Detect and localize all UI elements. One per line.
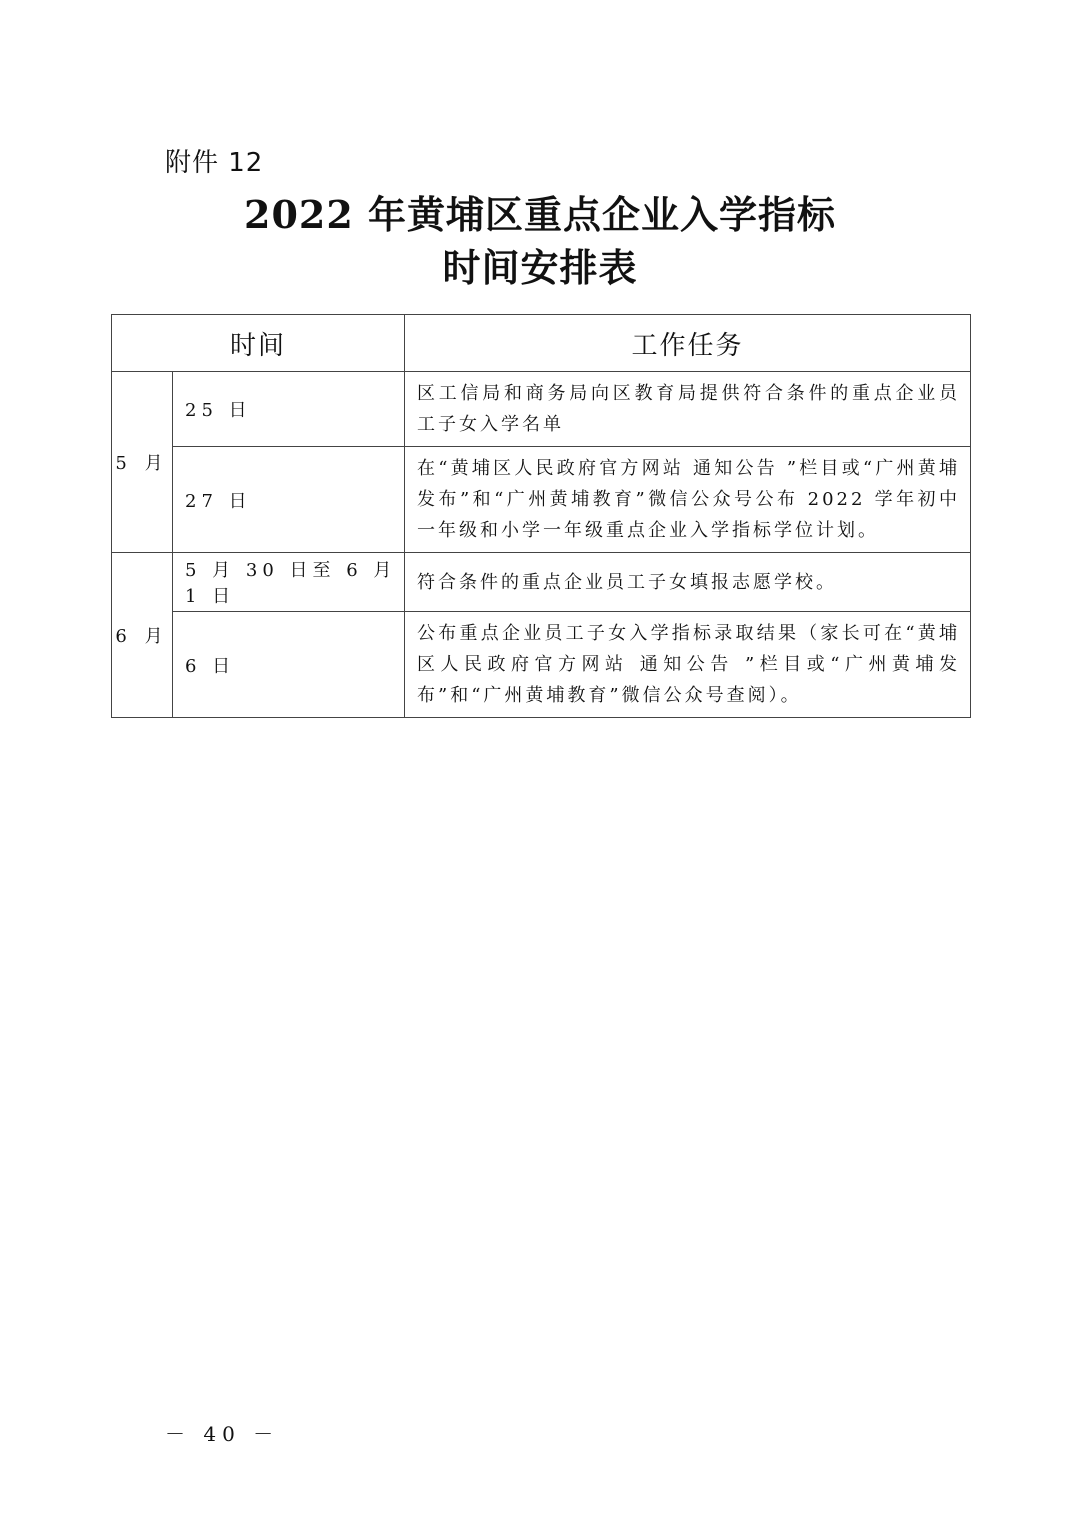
day-cell: 6 日 <box>173 612 405 718</box>
page-number: － 40 － <box>165 1422 280 1446</box>
schedule-table <box>111 314 971 718</box>
day-cell: 27 日 <box>173 447 405 553</box>
header-time: 时间 <box>112 315 405 372</box>
month-cell: 6 月 <box>112 553 173 718</box>
task-cell: 在“黄埔区人民政府官方网站 通知公告 ”栏目或“广州黄埔发布”和“广州黄埔教育”微信公众号公布 2022 学年初中一年级和小学一年级重点企业入学指标学位计划。 <box>405 447 971 553</box>
table-row <box>112 372 971 447</box>
header-task: 工作任务 <box>405 315 971 372</box>
document-title-line-2: 时间安排表 <box>442 245 638 290</box>
day-cell: 5 月 30 日至 6 月 1 日 <box>173 553 405 612</box>
table-row <box>112 447 971 553</box>
day-cell: 25 日 <box>173 372 405 447</box>
table-header-row <box>112 315 971 372</box>
month-cell: 5 月 <box>112 372 173 553</box>
table-row <box>112 553 971 612</box>
table-row <box>112 612 971 718</box>
document-title-line-1: 2022 年黄埔区重点企业入学指标 <box>244 192 836 237</box>
task-cell: 符合条件的重点企业员工子女填报志愿学校。 <box>405 553 971 612</box>
task-cell: 区工信局和商务局向区教育局提供符合条件的重点企业员工子女入学名单 <box>405 372 971 447</box>
attachment-label: 附件 12 <box>165 148 264 178</box>
task-cell: 公布重点企业员工子女入学指标录取结果（家长可在“黄埔区人民政府官方网站 通知公告 ”栏目或“广州黄埔发布”和“广州黄埔教育”微信公众号查阅）。 <box>405 612 971 718</box>
